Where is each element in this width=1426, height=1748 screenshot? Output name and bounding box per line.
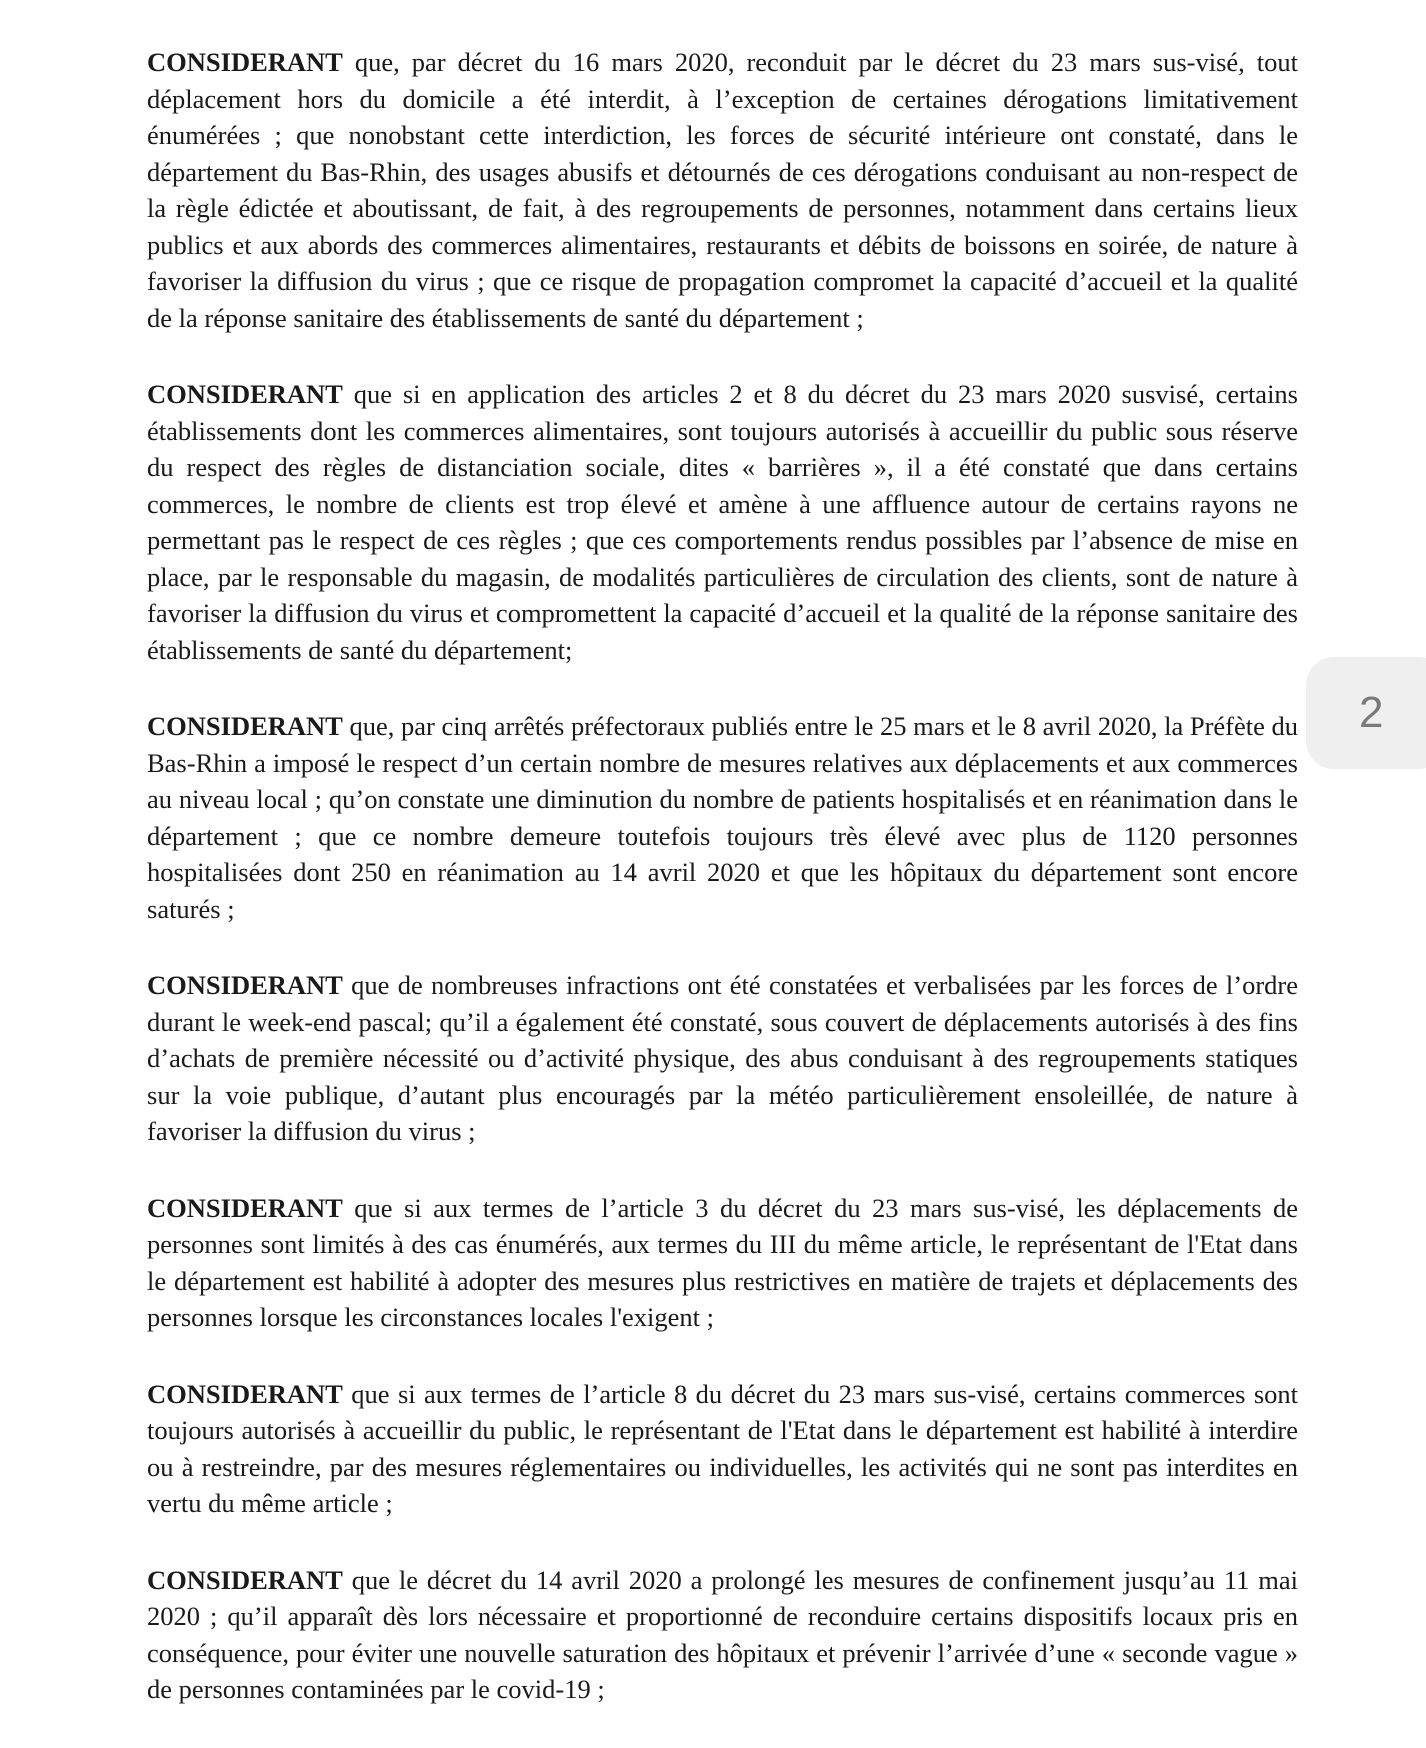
considerant-paragraph-2 [147, 376, 1298, 668]
paragraph-text: que le décret du 14 avril 2020 a prolongé les mesures de confinement jusqu’au 11 mai 2020 ; qu’il apparaît dès lors nécessaire et proportionné de reconduire certains dispositifs locaux pris en conséquence, pour éviter une nouvelle saturation des hôpitaux et prévenir l’arrivée d’une « seconde vague » de personnes contaminées par le covid-19 ; [147, 1564, 1298, 1704]
considerant-paragraph-4 [147, 967, 1298, 1150]
document-body [147, 44, 1298, 1748]
page-number-indicator[interactable]: 2 [1306, 657, 1426, 769]
considerant-paragraph-3 [147, 708, 1298, 927]
considerant-keyword: CONSIDERANT [147, 1378, 343, 1409]
considerant-keyword: CONSIDERANT [147, 47, 343, 77]
considerant-keyword: CONSIDERANT [147, 711, 343, 741]
considerant-keyword: CONSIDERANT [147, 1192, 343, 1223]
considerant-paragraph-1 [147, 44, 1298, 336]
considerant-paragraph-6 [147, 1376, 1298, 1522]
paragraph-text: que de nombreuses infractions ont été constatées et verbalisées par les forces de l’ordre durant le week-end pascal; qu’il a également été constaté, sous couvert de déplacements autorisés à des fins d’achats de première nécessité ou d’activité physique, des abus conduisant à des regroupements statiques sur la voie publique, d’autant plus encouragés par la météo particulièrement ensoleillée, de nature à favoriser la diffusion du virus ; [147, 970, 1298, 1146]
paragraph-text: que, par cinq arrêtés préfectoraux publiés entre le 25 mars et le 8 avril 2020, la Préfète du Bas-Rhin a imposé le respect d’un certain nombre de mesures relatives aux déplacements et aux commerces au niveau local ; qu’on constate une diminution du nombre de patients hospitalisés et en réanimation dans le département ; que ce nombre demeure toutefois toujours très élevé avec plus de 1120 personnes hospitalisées dont 250 en réanimation au 14 avril 2020 et que les hôpitaux du département sont encore saturés ; [147, 711, 1298, 924]
paragraph-text: que si en application des articles 2 et 8 du décret du 23 mars 2020 susvisé, certains établissements dont les commerces alimentaires, sont toujours autorisés à accueillir du public sous réserve du respect des règles de distanciation sociale, dites « barrières », il a été constaté que dans certains commerces, le nombre de clients est trop élevé et amène à une affluence autour de certains rayons ne permettant pas le respect de ces règles ; que ces comportements rendus possibles par l’absence de mise en place, par le responsable du magasin, de modalités particulières de circulation des clients, sont de nature à favoriser la diffusion du virus et compromettent la capacité d’accueil et la qualité de la réponse sanitaire des établissements de santé du département; [147, 379, 1298, 665]
considerant-keyword: CONSIDERANT [147, 1564, 343, 1595]
considerant-keyword: CONSIDERANT [147, 970, 343, 1000]
paragraph-text: que si aux termes de l’article 3 du décret du 23 mars sus-visé, les déplacements de personnes sont limités à des cas énumérés, aux termes du III du même article, le représentant de l'Etat dans le département est habilité à adopter des mesures plus restrictives en matière de trajets et déplacements des personnes lorsque les circonstances locales l'exigent ; [147, 1192, 1298, 1332]
paragraph-text: que si aux termes de l’article 8 du décret du 23 mars sus-visé, certains commerces sont toujours autorisés à accueillir du public, le représentant de l'Etat dans le département est habilité à interdire ou à restreindre, par des mesures réglementaires ou individuelles, les activités qui ne sont pas interdites en vertu du même article ; [147, 1378, 1298, 1518]
considerant-paragraph-7 [147, 1562, 1298, 1708]
considerant-keyword: CONSIDERANT [147, 379, 343, 409]
considerant-paragraph-5 [147, 1190, 1298, 1336]
paragraph-text: que, par décret du 16 mars 2020, reconduit par le décret du 23 mars sus-visé, tout déplacement hors du domicile a été interdit, à l’exception de certaines dérogations limitativement énumérées ; que nonobstant cette interdiction, les forces de sécurité intérieure ont constaté, dans le département du Bas-Rhin, des usages abusifs et détournés de ces dérogations conduisant au non-respect de la règle édictée et aboutissant, de fait, à des regroupements de personnes, notamment dans certains lieux publics et aux abords des commerces alimentaires, restaurants et débits de boissons en soirée, de nature à favoriser la diffusion du virus ; que ce risque de propagation compromet la capacité d’accueil et la qualité de la réponse sanitaire des établissements de santé du département ; [147, 47, 1298, 333]
